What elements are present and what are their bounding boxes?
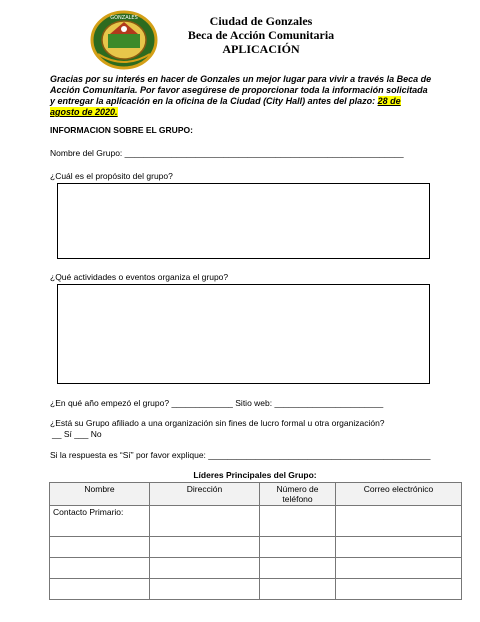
table-cell[interactable] [260,537,336,558]
table-cell[interactable] [260,506,336,537]
column-header: Correo electrónico [336,483,462,506]
intro-paragraph [50,74,432,118]
table-row [50,506,462,537]
yes-no-choice[interactable]: __ Sí ___ No [52,429,102,439]
leaders-table [49,482,462,600]
table-row [50,579,462,600]
deadline-highlight: 28 de agosto de 2020. [50,96,401,117]
table-header-row [50,483,462,506]
city-title: Ciudad de Gonzales [209,14,313,28]
activities-question: ¿Qué actividades o eventos organiza el grupo? [50,272,229,282]
table-row [50,558,462,579]
form-title: APLICACIÓN [222,42,300,56]
table-cell[interactable] [336,537,462,558]
table-cell[interactable] [50,537,150,558]
table-cell[interactable] [150,558,260,579]
affiliation-question: ¿Está su Grupo afiliado a una organización sin fines de lucro formal u otra organización? [50,418,385,428]
year-website-field[interactable]: ¿En qué año empezó el grupo? _____________ Sitio web: _______________________ [50,398,384,408]
group-name-field[interactable]: Nombre del Grupo: ___________________________________________________________ [50,148,404,158]
intro-text: Gracias por su interés en hacer de Gonzales un mejor lugar para vivir a través la Beca de Acción Comunitaria. Por favor asegúrese de proporcionar toda la información solicitada y entregar la aplicación en la oficina de la Ciudad (City Hall) antes del plazo: [50,74,432,106]
table-cell[interactable] [260,558,336,579]
table-cell[interactable] [336,506,462,537]
explain-field[interactable]: Si la respuesta es “Sí” por favor explique: _______________________________________________ [50,450,431,460]
table-cell[interactable] [150,537,260,558]
city-seal-logo [90,10,158,70]
table-cell[interactable] [336,579,462,600]
activities-answer-box[interactable] [57,284,430,384]
leaders-title: Líderes Principales del Grupo: [193,470,317,480]
svg-text:GONZALES: GONZALES [110,15,138,21]
table-cell[interactable] [150,579,260,600]
program-title: Beca de Acción Comunitaria [187,28,335,42]
section-title: INFORMACION SOBRE EL GRUPO: [50,125,193,135]
table-cell[interactable]: Contacto Primario: [50,506,150,537]
table-row [50,537,462,558]
table-cell[interactable] [336,558,462,579]
purpose-answer-box[interactable] [57,183,430,259]
column-header: Dirección [150,483,260,506]
column-header: Número de teléfono [260,483,336,506]
table-cell[interactable] [50,558,150,579]
table-cell[interactable] [260,579,336,600]
column-header: Nombre [50,483,150,506]
purpose-question: ¿Cuál es el propósito del grupo? [50,171,173,181]
table-cell[interactable] [150,506,260,537]
table-cell[interactable] [50,579,150,600]
